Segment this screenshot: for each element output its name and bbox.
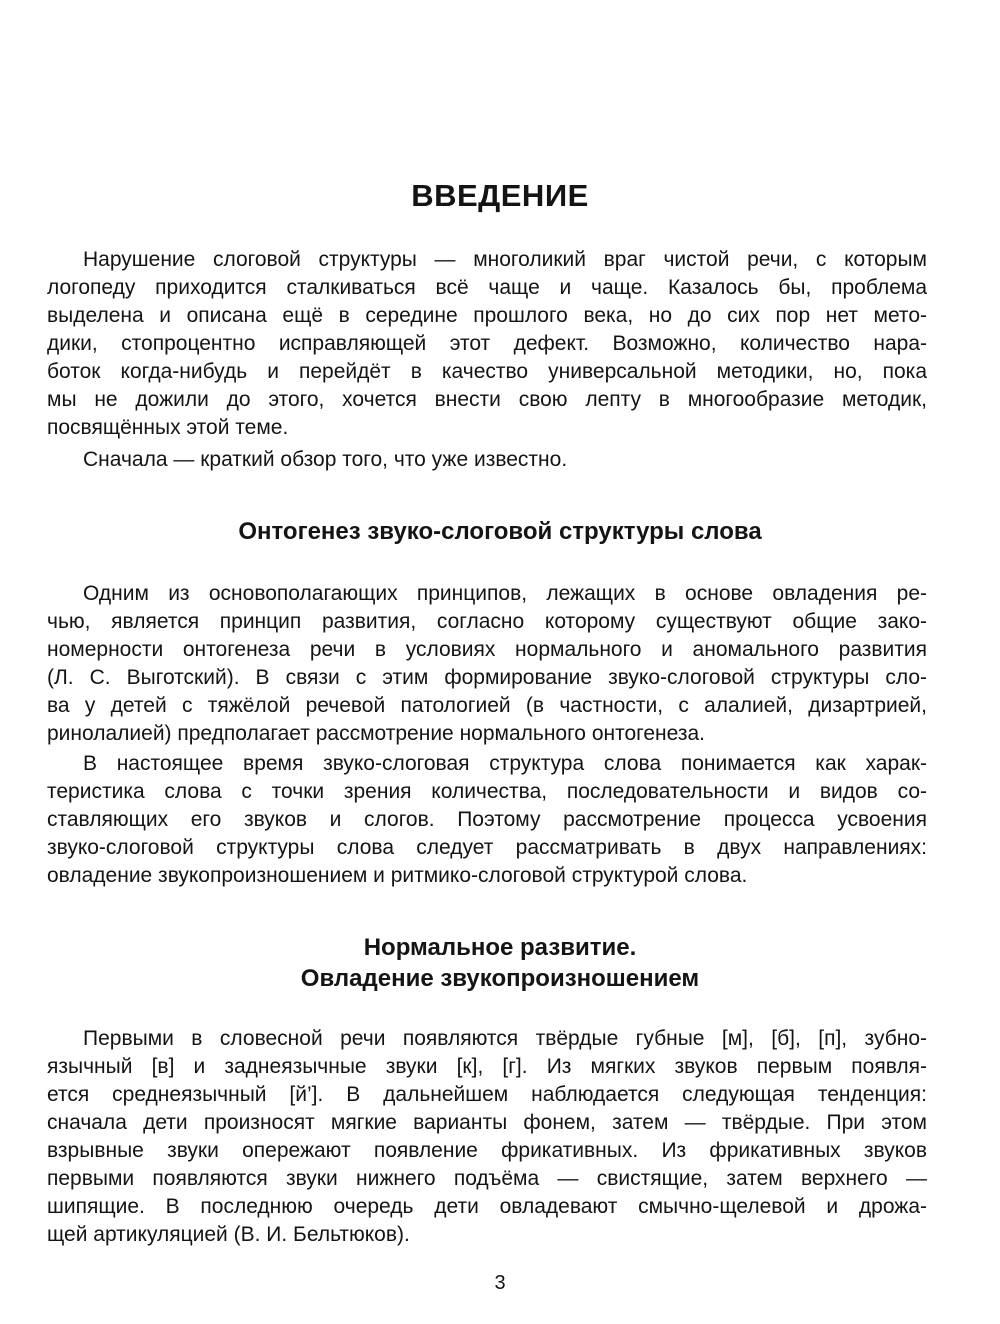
page-number: 3	[494, 1272, 506, 1294]
page-title: ВВЕДЕНИЕ	[411, 178, 589, 213]
text-line: Сначала — краткий обзор того, что уже известно.	[83, 448, 568, 471]
section-heading-normal-development	[0, 932, 1000, 994]
text-line: посвящённых этой теме.	[47, 416, 289, 439]
text-line: взрывные звуки опережают появление фрикативных. Из фрикативных звуков	[47, 1139, 927, 1162]
text-line: ринолалией) предполагает рассмотрение нормального онтогенеза.	[47, 722, 705, 745]
text-line: теристика слова с точки зрения количества, последовательности и видов со-	[47, 780, 927, 803]
text-line: (Л. С. Выготский). В связи с этим формирование звуко-слоговой структуры сло-	[47, 666, 927, 689]
section1-paragraph-1	[47, 580, 927, 748]
text-line: щей артикуляцией (В. И. Бельтюков).	[47, 1223, 410, 1246]
intro-paragraph-1	[47, 246, 927, 442]
text-line: ва у детей с тяжёлой речевой патологией (в частности, с алалией, дизартрией,	[47, 694, 927, 717]
text-line: боток когда-нибудь и перейдёт в качество универсальной методики, но, пока	[47, 360, 927, 383]
heading-line: Овладение звукопроизношением	[300, 965, 700, 992]
section1-paragraph-2	[47, 750, 927, 890]
text-line: сначала дети произносят мягкие варианты фонем, затем — твёрдые. При этом	[47, 1111, 927, 1134]
text-line: дики, стопроцентно исправляющей этот дефект. Возможно, количество нара-	[47, 332, 927, 355]
section2-paragraph-1	[47, 1025, 927, 1249]
text-line: первыми появляются звуки нижнего подъёма — свистящие, затем верхнего —	[47, 1167, 927, 1190]
text-line: звуко-слоговой структуры слова следует рассматривать в двух направлениях:	[47, 836, 927, 859]
text-line: Первыми в словесной речи появляются твёрдые губные [м], [б], [п], зубно-	[83, 1027, 927, 1050]
text-line: шипящие. В последнюю очередь дети овладевают смычно-щелевой и дрожа-	[47, 1195, 927, 1218]
text-line: Нарушение слоговой структуры — многоликий враг чистой речи, с которым	[83, 248, 927, 271]
text-line: логопеду приходится сталкиваться всё чаще и чаще. Казалось бы, проблема	[47, 276, 927, 299]
text-line: Одним из основополагающих принципов, лежащих в основе овладения ре-	[83, 582, 927, 605]
text-line: ется среднеязычный [й’]. В дальнейшем наблюдается следующая тенденция:	[47, 1083, 927, 1106]
text-line: язычный [в] и заднеязычные звуки [к], [г]. Из мягких звуков первым появля-	[47, 1055, 927, 1078]
text-line: овладение звукопроизношением и ритмико-слоговой структурой слова.	[47, 864, 748, 887]
intro-paragraph-2	[47, 446, 927, 474]
text-line: номерности онтогенеза речи в условиях нормального и аномального развития	[47, 638, 927, 661]
text-line: ставляющих его звуков и слогов. Поэтому рассмотрение процесса усвоения	[47, 808, 927, 831]
text-line: В настоящее время звуко-слоговая структура слова понимается как харак-	[83, 752, 927, 775]
text-line: мы не дожили до этого, хочется внести свою лепту в многообразие методик,	[47, 388, 927, 411]
section-heading-ontogenesis: Онтогенез звуко-слоговой структуры слова	[238, 518, 762, 545]
text-line: выделена и описана ещё в середине прошлого века, но до сих пор нет мето-	[47, 304, 927, 327]
heading-line: Нормальное развитие.	[363, 934, 637, 961]
text-line: чью, является принцип развития, согласно которому существуют общие зако-	[47, 610, 927, 633]
